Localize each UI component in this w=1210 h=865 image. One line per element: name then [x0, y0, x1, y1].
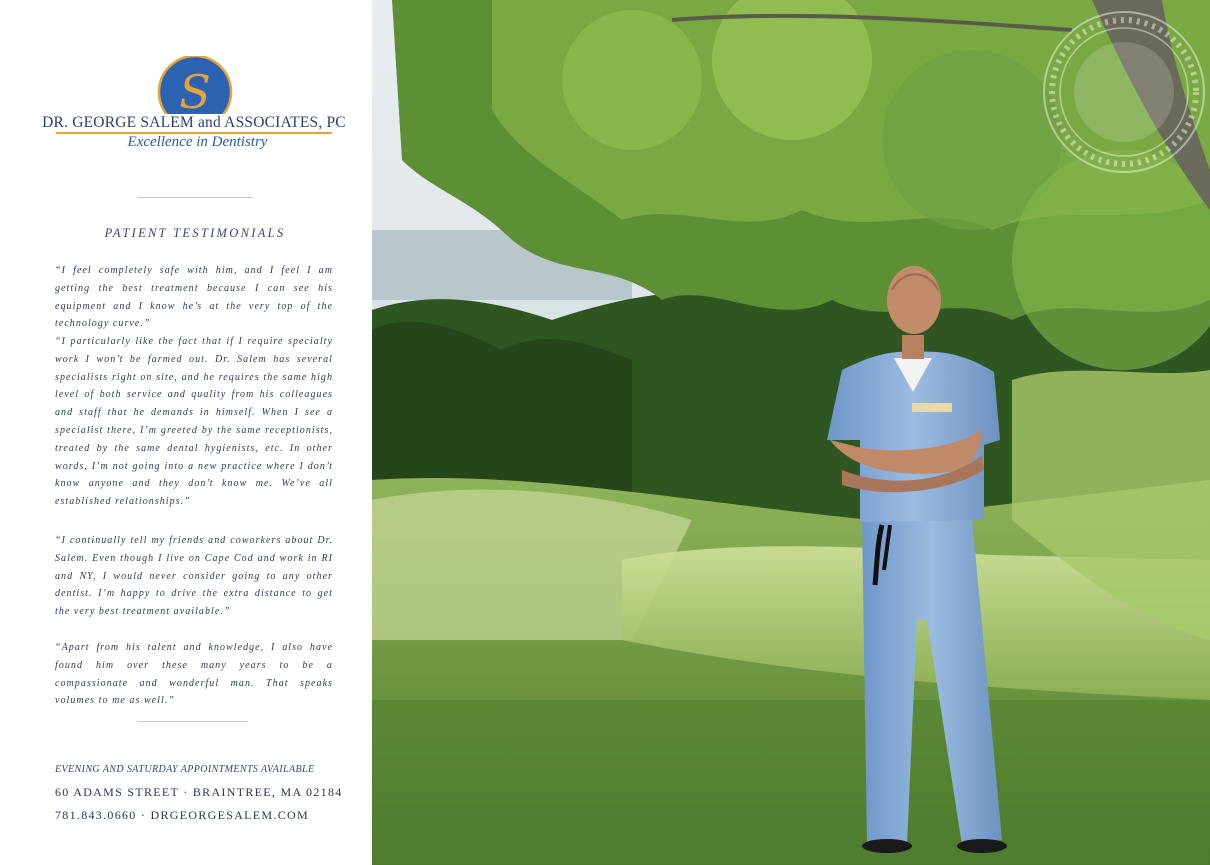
testimonial-2: “I particularly like the fact that if I require specialty work I won’t be farmed out. Dr. Salem has several specialists right on site, and he requires the same high level of both service and quality from his colleagues and staff that he demands in himself. When I see a specialist there, I’m greeted by the same receptionists, treated by the same dental hygienists, etc. In other words, I’m not going into a new practice where I don’t know anyone and they don’t know me. We’ve all established relationships.” — [55, 336, 333, 508]
section-heading: PATIENT TESTIMONIALS — [104, 226, 286, 240]
testimonial-4: “Apart from his talent and knowledge, I also have found him over these many years to be a compassionate and wonderful man. That speaks volumes to me as well.” — [55, 642, 333, 707]
practice-tagline: Excellence in Dentistry — [127, 134, 268, 150]
divider-bottom — [137, 721, 248, 722]
street-address: 60 ADAMS STREET · BRAINTREE, MA 02184 — [55, 785, 343, 799]
testimonial-panel — [0, 0, 372, 865]
appointments-note: EVENING AND SATURDAY APPOINTMENTS AVAILABLE — [55, 764, 315, 775]
practice-name: DR. GEORGE SALEM and ASSOCIATES, PC — [42, 114, 346, 131]
testimonial-1: “I feel completely safe with him, and I feel I am getting the best treatment because I can see his equipment and I know he’s at the very top of the technology curve.” — [55, 265, 333, 330]
monogram-icon — [155, 56, 235, 114]
phone-website: 781.843.0660 · DRGEORGESALEM.COM — [55, 808, 309, 822]
svg-text:S: S — [179, 65, 211, 114]
testimonial-3: “I continually tell my friends and coworkers about Dr. Salem. Even though I live on Cape Cod and work in RI and NY, I would never consider going to any other dentist. I’m happy to drive the extra distance to get the very best treatment available.” — [55, 535, 333, 618]
hero-photo — [372, 0, 1210, 865]
practice-logo — [0, 56, 372, 156]
divider-top — [137, 197, 252, 198]
